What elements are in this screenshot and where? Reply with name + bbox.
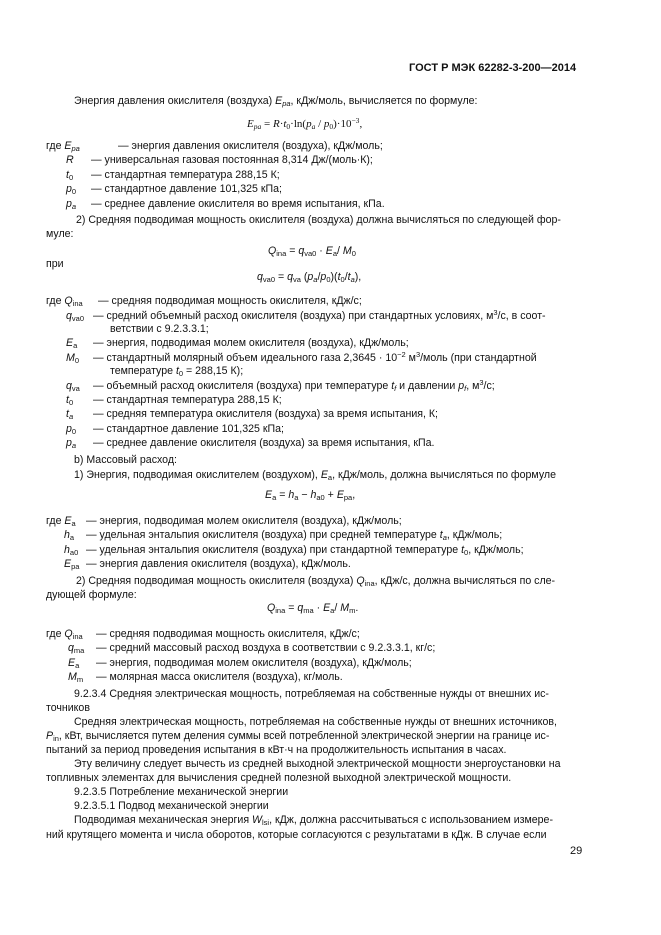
def-qina2: где $Q_{ina}$ [46, 628, 83, 641]
def-ha0-text: — удельная энтальпия окислителя (воздуха) при стандартной температуре $t_0$, кДж/моль; [86, 544, 524, 557]
def-t0: $t_0$ [66, 169, 74, 182]
document-header: ГОСТ Р МЭК 62282-3-200—2014 [409, 62, 577, 74]
def-p0-text: — стандартное давление 101,325 кПа; [91, 183, 282, 195]
label-pri: при [46, 258, 64, 270]
def-qma: $q_{ma}$ [68, 642, 85, 655]
para-subtract-2: топливных элементах для вычисления средней полезной выходной электрической мощности. [46, 772, 512, 784]
def-qina-text: — средняя подводимая мощность окислителя, кДж/с; [98, 295, 362, 307]
para-subtract: Эту величину следует вычесть из средней выходной электрической мощности энергоустановки на [74, 758, 561, 770]
para-aux-power-2: $P_{in}$, кВт, вычисляется путем деления суммы всей потребленной электрической энергии на границе ис- [46, 730, 550, 743]
def-qva: $q_{va}$ [66, 380, 80, 393]
para-avg-power-2-cont: дующей формуле: [46, 589, 137, 601]
def-t0b: $t_0$ [66, 394, 74, 407]
def-pa-text: — среднее давление окислителя во время испытания, кПа. [91, 198, 385, 210]
section-mass-flow: b) Массовый расход: [74, 454, 177, 466]
def-ta-text: — средняя температура окислителя (воздуха) за время испытания, К; [93, 408, 438, 420]
def-ha0: $h_{a0}$ [64, 544, 79, 557]
def-r: R [66, 154, 74, 166]
page-number: 29 [570, 845, 583, 857]
def-ea-text: — энергия, подводимая молем окислителя (воздуха), кДж/моль; [93, 337, 409, 349]
section-9234-cont: точников [46, 702, 90, 714]
def-mm: $M_m$ [68, 671, 84, 684]
para-mech-energy: Подводимая механическая энергия $W_{lsi}$, кДж, должна рассчитываться с использованием измере- [74, 814, 553, 827]
def-qva0: $q_{va0}$ [66, 310, 84, 323]
formula-qva0: $q_{va0} = q_{va}$ $(p_a/p_0)(t_0/t_a)$, [257, 271, 362, 284]
def-qva-text: — объемный расход окислителя (воздуха) при температуре $t_f$ и давлении $p_f$, $м^3/с$; [93, 378, 495, 393]
para-pressure-energy: Энергия давления окислителя (воздуха) $E_{pa}$, кДж/моль, вычисляется по формуле: [74, 95, 478, 108]
para-avg-power: 2) Средняя подводимая мощность окислителя (воздуха) должна вычисляться по следующей фор- [76, 214, 561, 226]
formula-ea: $E_a = h_a - h_{a0} + E_{pa}$, [265, 489, 356, 502]
section-92351: 9.2.3.5.1 Подвод механической энергии [74, 800, 269, 812]
def-ea3-text: — энергия, подводимая молем окислителя (воздуха), кДж/моль; [96, 657, 412, 669]
def-qma-text: — средний массовый расход воздуха в соответствии с 9.2.3.3.1, кг/с; [96, 642, 436, 654]
def-ea2: где $E_a$ [46, 515, 76, 528]
section-9234: 9.2.3.4 Средняя электрическая мощность, потребляемая на собственные нужды от внешних ис- [74, 688, 549, 700]
para-avg-power-2: 2) Средняя подводимая мощность окислителя (воздуха) $Q_{ina}$, кДж/с, должна вычисляться по сле- [76, 575, 556, 588]
def-epa2: $E_{pa}$ [64, 558, 80, 571]
def-pab: $p_a$ [66, 437, 77, 450]
def-qva0-text-cont: ветствии с 9.2.3.3.1; [110, 323, 209, 335]
def-t0-text: — стандартная температура 288,15 К; [91, 169, 280, 181]
def-ea2-text: — энергия, подводимая молем окислителя (воздуха), кДж/моль; [86, 515, 402, 527]
def-epa2-text: — энергия давления окислителя (воздуха), кДж/моль. [86, 558, 351, 570]
def-r-text: — универсальная газовая постоянная 8,314 Дж/(моль·К); [91, 154, 373, 166]
formula-epa: $E_{pa} = R\cdot t_0\cdot\ln(p_a / p_0)\cdot 10^{-3}$, [247, 116, 363, 131]
def-ea3: $E_a$ [68, 657, 80, 670]
def-mm-text: — молярная масса окислителя (воздуха), кг/моль. [96, 671, 343, 683]
formula-qina: $Q_{ina} = q_{va0} \cdot E_a/$ $M_0$ [268, 245, 356, 258]
def-pab-text: — среднее давление окислителя (воздуха) за время испытания, кПа. [93, 437, 435, 449]
def-ha: $h_a$ [64, 529, 75, 542]
def-m0: $M_0$ [66, 352, 79, 365]
def-epa-text: — энергия давления окислителя (воздуха), кДж/моль; [118, 140, 383, 152]
def-p0b: $p_0$ [66, 423, 77, 436]
section-9235: 9.2.3.5 Потребление механической энергии [74, 786, 289, 798]
def-ha-text: — удельная энтальпия окислителя (воздуха) при средней температуре $t_a$, кДж/моль; [86, 529, 503, 542]
def-p0b-text: — стандартное давление 101,325 кПа; [93, 423, 284, 435]
def-qina2-text: — средняя подводимая мощность окислителя, кДж/с; [96, 628, 360, 640]
para-mech-energy-2: ний крутящего момента и числа оборотов, которые согласуются с результатами в кДж. В случае если [46, 829, 547, 841]
def-p0: $p_0$ [66, 183, 77, 196]
def-m0-text-cont: температуре $t_0 = 288,15$ К); [110, 365, 244, 378]
para-aux-power: Средняя электрическая мощность, потребляемая на собственные нужды от внешних источников, [74, 716, 557, 728]
def-epa: где $E_{pa}$ [46, 140, 80, 153]
def-ta: $t_a$ [66, 408, 74, 421]
para-aux-power-3: пытаний за период проведения испытания в кВт·ч на продолжительность испытания в часах. [46, 744, 507, 756]
def-pa: $p_a$ [66, 198, 77, 211]
formula-qina-mass: $Q_{ina} = q_{ma} \cdot E_a/$ $M_m$. [267, 602, 359, 615]
def-t0b-text: — стандартная температура 288,15 К; [93, 394, 282, 406]
para-energy-supplied: 1) Энергия, подводимая окислителем (воздухом), $E_a$, кДж/моль, должна вычисляться по формуле [74, 469, 556, 482]
def-m0-text: — стандартный молярный объем идеального газа $2,3645 \cdot 10^{-2}$ $м^3$/моль (при стандартной [93, 350, 537, 364]
def-qina: где $Q_{ina}$ [46, 295, 83, 308]
para-avg-power-cont: муле: [46, 228, 74, 240]
def-ea: $E_a$ [66, 337, 78, 350]
def-qva0-text: — средний объемный расход окислителя (воздуха) при стандартных условиях, $м^3/с$, в соот- [93, 308, 546, 322]
